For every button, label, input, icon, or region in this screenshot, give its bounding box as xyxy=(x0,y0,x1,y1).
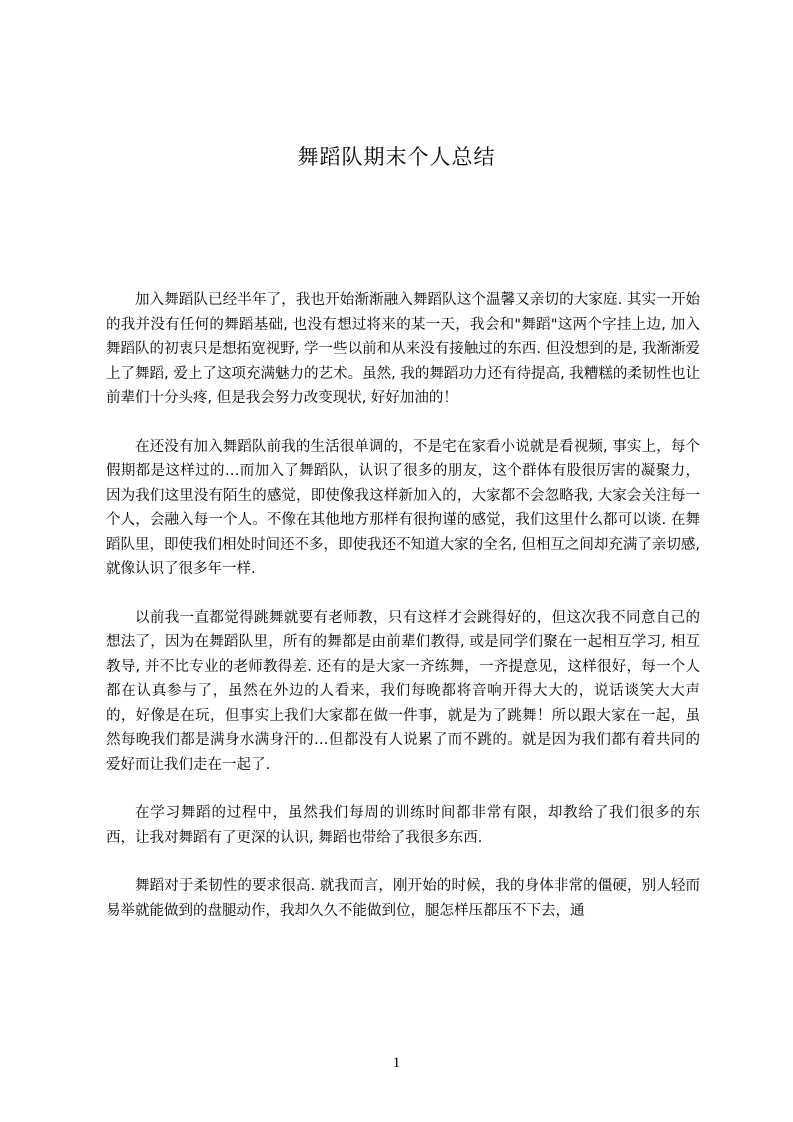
paragraph-3: 以前我一直都觉得跳舞就要有老师教，只有这样才会跳得好的，但这次我不同意自己的想法了，因为在舞蹈队里，所有的舞都是由前辈们教得, 或是同学们聚在一起相互学习, 相互教导, 并不比专业的老师教得差. 还有的是大家一齐练舞，一齐提意见，这样很好，每一个人都在认真参与了，虽然在外边的人看来，我们每晚都将音响开得大大的，说话谈笑大大声的，好像是在玩，但事实上我们大家都在做一件事，就是为了跳舞！所以跟大家在一起，虽然每晚我们都是满身水满身汗的…但都没有人说累了而不跳的。就是因为我们都有着共同的爱好而让我们走在一起了. xyxy=(106,609,700,773)
page-number: 1 xyxy=(392,1055,401,1071)
paragraph-4: 在学习舞蹈的过程中，虽然我们每周的训练时间都非常有限，却教给了我们很多的东西，让我对舞蹈有了更深的认识, 舞蹈也带给了我很多东西. xyxy=(106,805,700,846)
paragraph-2: 在还没有加入舞蹈队前我的生活很单调的，不是宅在家看小说就是看视频, 事实上，每个假期都是这样过的…而加入了舞蹈队，认识了很多的朋友，这个群体有股很厉害的凝聚力，因为我们这里没有陌生的感觉，即使像我这样新加入的，大家都不会忽略我, 大家会关注每一个人，会融入每一个人。不像在其他地方那样有很拘谨的感觉，我们这里什么都可以谈. 在舞蹈队里，即使我们相处时间还不多，即使我还不知道大家的全名, 但相互之间却充满了亲切感, 就像认识了很多年一样. xyxy=(106,438,700,577)
document-title: 舞蹈队期末个人总结 xyxy=(297,145,496,169)
paragraph-5: 舞蹈对于柔韧性的要求很高. 就我而言，刚开始的时候，我的身体非常的僵硬，别人轻而易举就能做到的盘腿动作，我却久久不能做到位，腿怎样压都压不下去，通 xyxy=(106,878,700,919)
paragraph-1: 加入舞蹈队已经半年了，我也开始渐渐融入舞蹈队这个温馨又亲切的大家庭. 其实一开始的我并没有任何的舞蹈基础, 也没有想过将来的某一天，我会和"舞蹈"这两个字挂上边, 加入舞蹈队的初衷只是想拓宽视野, 学一些以前和从来没有接触过的东西. 但没想到的是, 我渐渐爱上了舞蹈, 爱上了这项充满魅力的艺术。虽然, 我的舞蹈功力还有待提高, 我糟糕的柔韧性也让前辈们十分头疼, 但是我会努力改变现状, 好好加油的！ xyxy=(106,292,700,406)
document-body xyxy=(106,288,700,947)
